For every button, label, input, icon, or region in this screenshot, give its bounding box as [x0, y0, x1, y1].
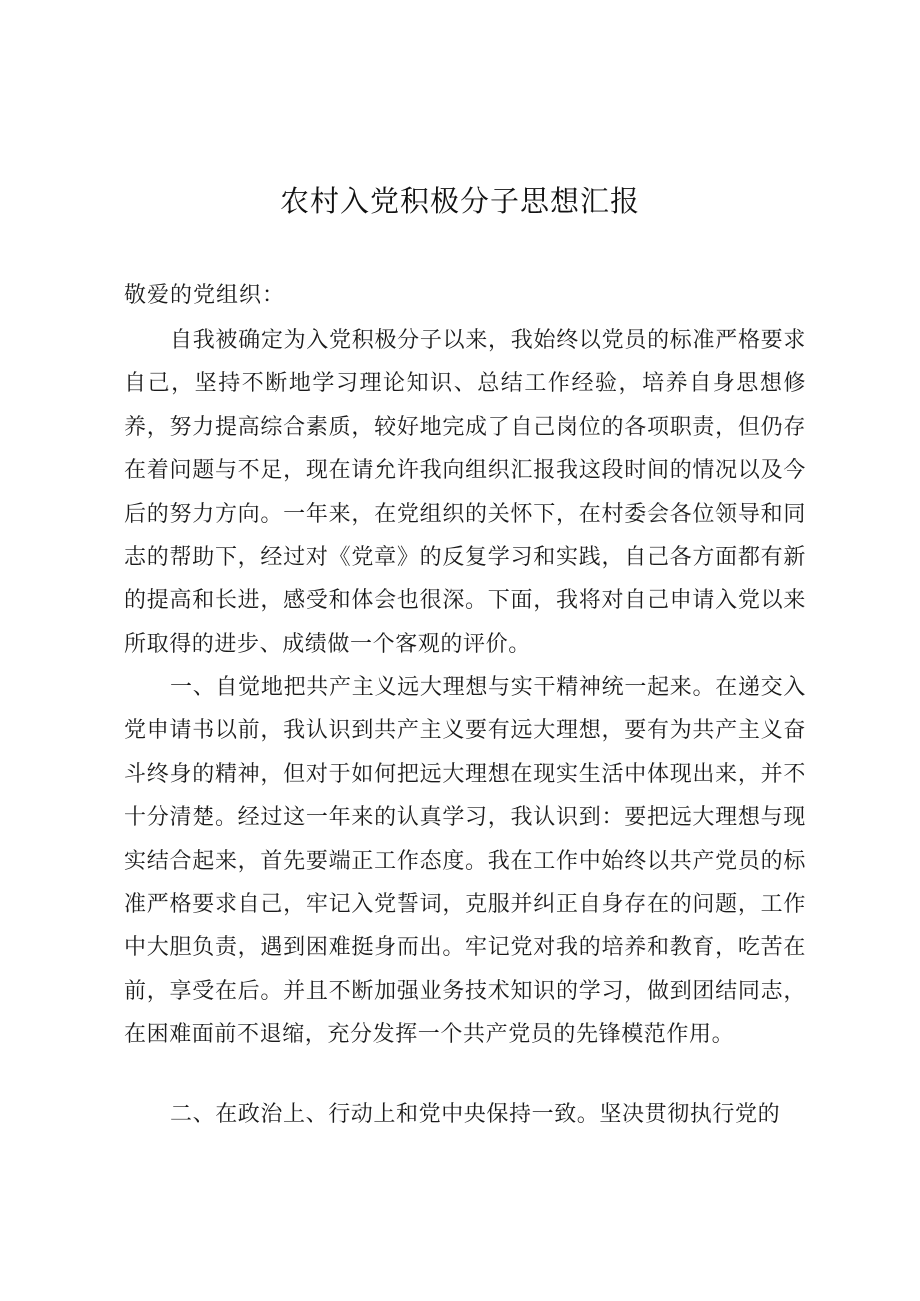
paragraph-text: 一、自觉地把共产主义远大理想与实干精神统一起来。在递交入党申请书以前，我认识到共产主义要有远大理想，要有为共产主义奋斗终身的精神，但对于如何把远大理想在现实生活中体现出来，并不十分清楚。经过这一年来的认真学习，我认识到：要把远大理想与现实结合起来，首先要端正工作态度。我在工作中始终以共产党员的标准严格要求自己，牢记入党誓词，克服并纠正自身存在的问题，工作中大胆负责，遇到困难挺身而出。牢记党对我的培养和教育，吃苦在前，享受在后。并且不断加强业务技术知识的学习，做到团结同志，在困难面前不退缩，充分发挥一个共产党员的先锋模范作用。	[124, 675, 806, 1048]
document-title: 农村入党积极分子思想汇报	[279, 184, 640, 218]
paragraph-section-one	[124, 666, 806, 1057]
paragraph-intro	[124, 319, 806, 666]
salutation: 敬爱的党组织：	[124, 283, 286, 308]
paragraph-section-two	[124, 1093, 806, 1136]
paragraph-text: 二、在政治上、行动上和党中央保持一致。坚决贯彻执行党的	[170, 1102, 781, 1127]
paragraph-text: 自我被确定为入党积极分子以来，我始终以党员的标准严格要求自己，坚持不断地学习理论知识、总结工作经验，培养自身思想修养，努力提高综合素质，较好地完成了自己岗位的各项职责，但仍存在着问题与不足，现在请允许我向组织汇报我这段时间的情况以及今后的努力方向。一年来，在党组织的关怀下，在村委会各位领导和同志的帮助下，经过对《党章》的反复学习和实践，自己各方面都有新的提高和长进，感受和体会也很深。下面，我将对自己申请入党以来所取得的进步、成绩做一个客观的评价。	[124, 328, 806, 657]
